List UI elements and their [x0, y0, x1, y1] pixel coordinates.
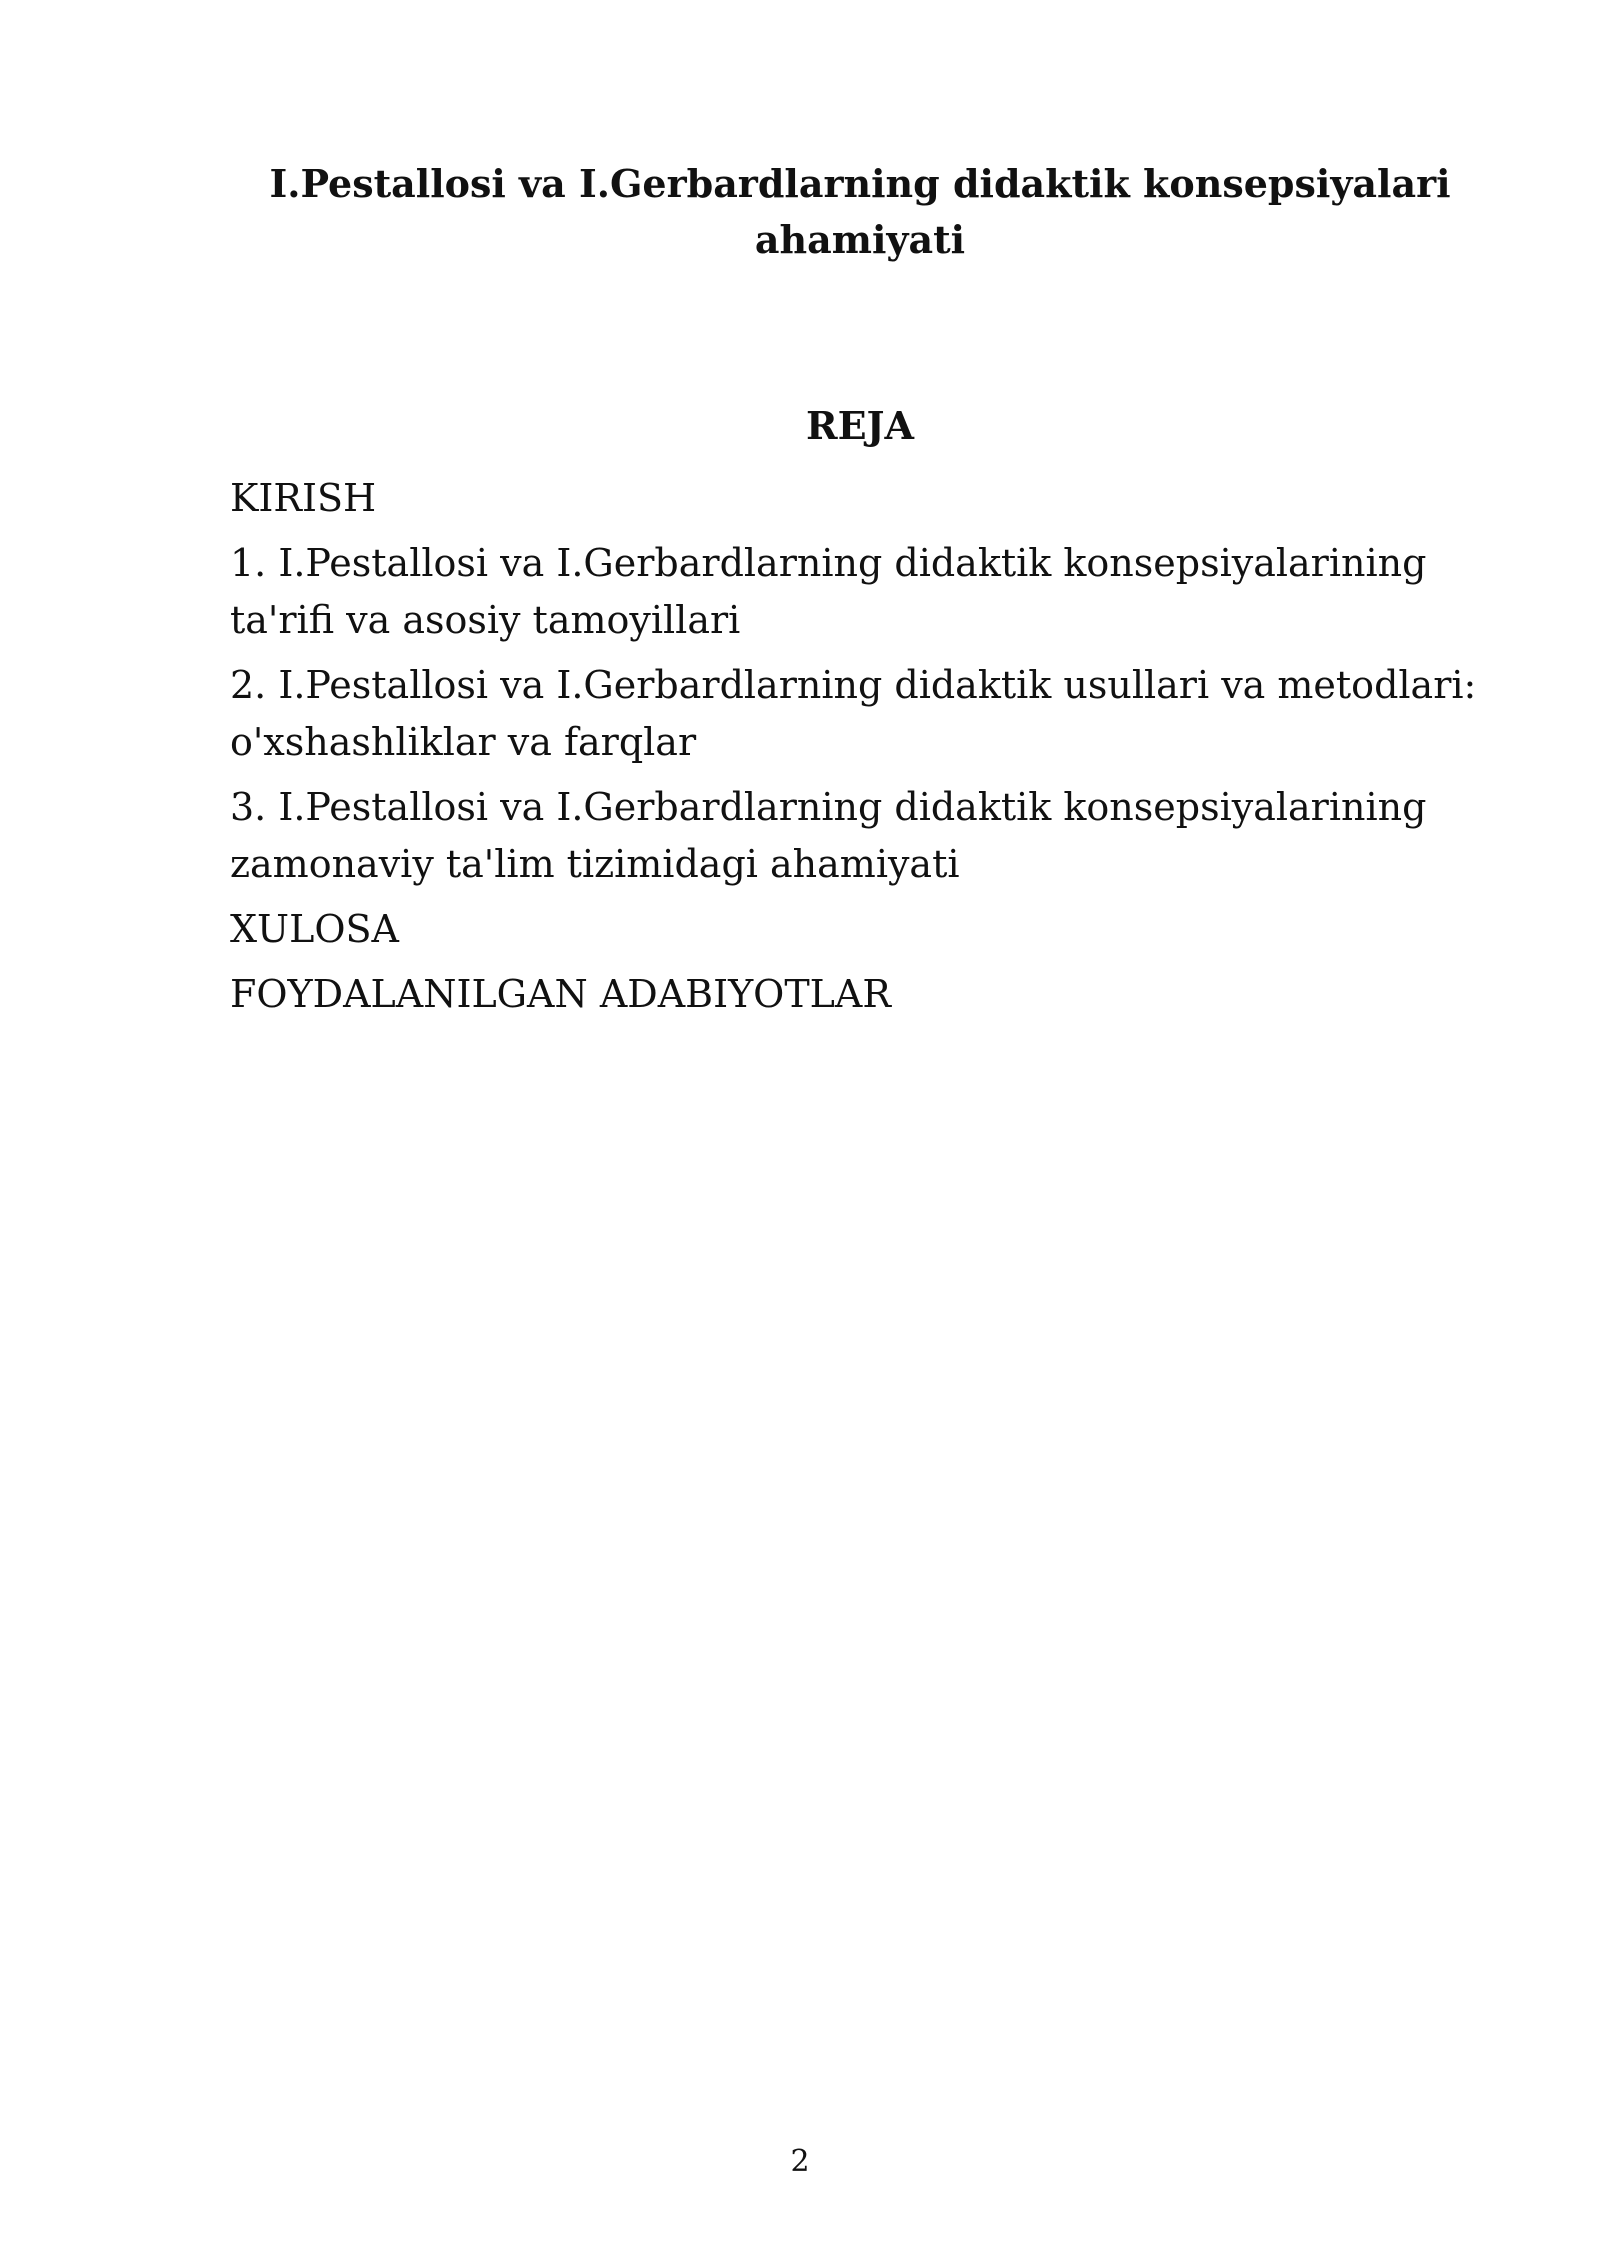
plan-item-2: 2. I.Pestallosi va I.Gerbardlarning didaktik usullari va metodlari: o'xshashliklar va farqlar [230, 663, 1477, 764]
plan-item-1: 1. I.Pestallosi va I.Gerbardlarning didaktik konsepsiyalarining ta'rifi va asosiy tamoyillari [230, 541, 1427, 642]
plan-item-introduction: KIRISH [230, 476, 377, 520]
plan-item-3: 3. I.Pestallosi va I.Gerbardlarning didaktik konsepsiyalarining zamonaviy ta'lim tizimidagi ahamiyati [230, 785, 1427, 886]
plan-heading: REJA [805, 403, 914, 448]
page-number: 2 [790, 2144, 810, 2179]
plan-list [230, 470, 1480, 1031]
plan-item-conclusion: XULOSA [230, 907, 399, 951]
plan-item-references: FOYDALANILGAN ADABIYOTLAR [230, 972, 891, 1016]
document-title: I.Pestallosi va I.Gerbardlarning didaktik konsepsiyalari ahamiyati [269, 161, 1451, 262]
